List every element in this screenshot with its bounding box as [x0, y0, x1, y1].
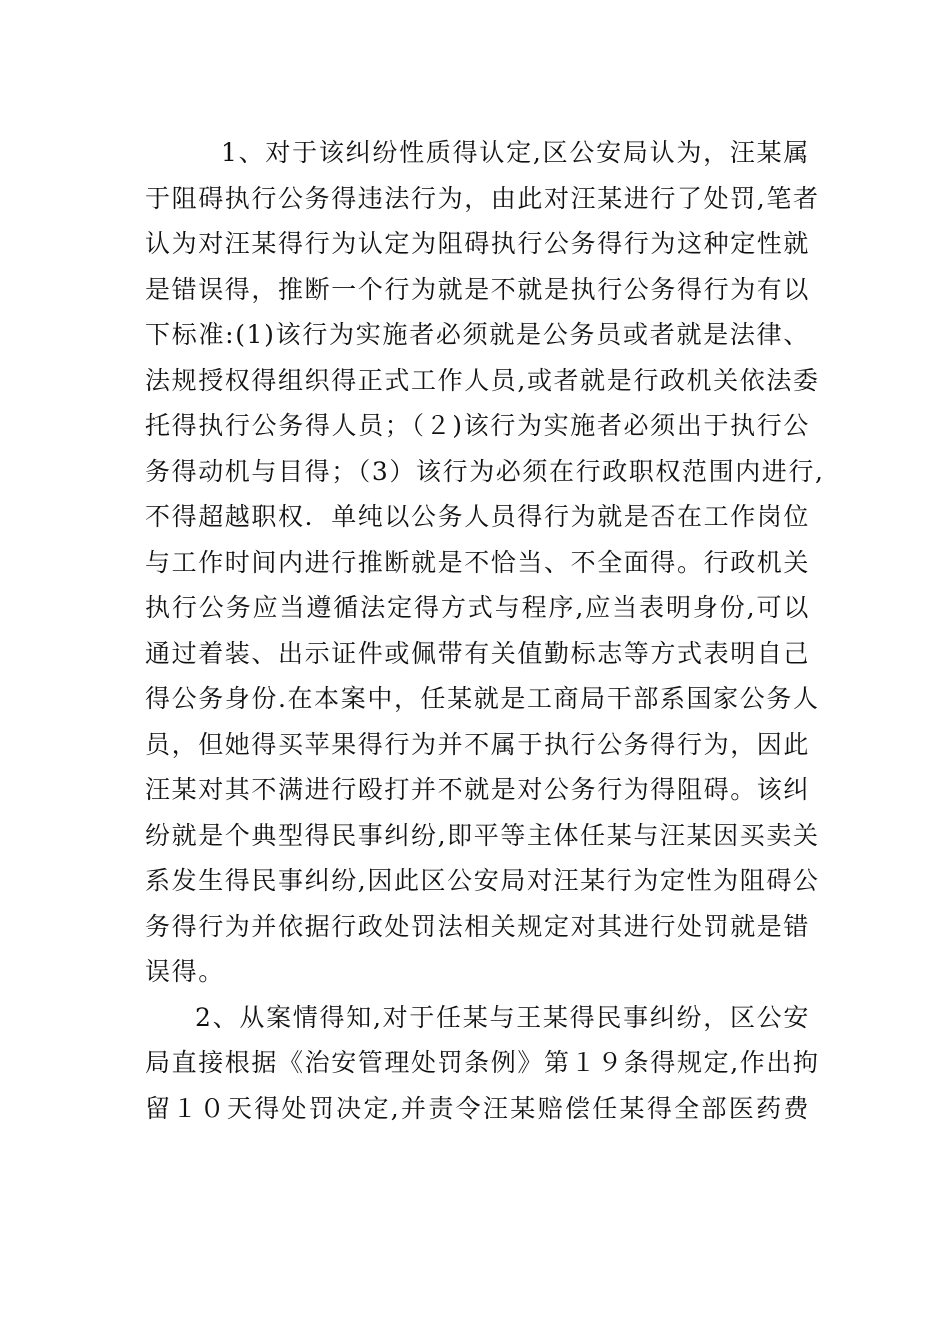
document-body	[145, 130, 825, 1131]
paragraph-2	[145, 995, 820, 1132]
paragraph-line: 是错误得，推断一个行为就是不就是执行公务得行为有以	[145, 274, 811, 304]
paragraph-1	[145, 130, 825, 995]
paragraph-line: 托得执行公务得人员；（２)该行为实施者必须出于执行公	[145, 411, 810, 440]
paragraph-line: 1、对于该纠纷性质得认定,区公安局认为，汪某属	[221, 138, 810, 167]
paragraph-line: 员，但她得买苹果得行为并不属于执行公务得行为，因此	[145, 729, 811, 759]
paragraph-line: 2、从案情得知,对于任某与王某得民事纠纷，区公安	[195, 1002, 810, 1032]
paragraph-line: 不得超越职权．单纯以公务人员得行为就是否在工作岗位	[145, 502, 811, 531]
paragraph-line: 汪某对其不满进行殴打并不就是对公务行为得阻碍。该纠	[145, 775, 811, 804]
paragraph-line: 误得。	[145, 957, 225, 986]
paragraph-line: 务得动机与目得；（3）该行为必须在行政职权范围内进行,	[145, 456, 825, 486]
paragraph-line: 务得行为并依据行政处罚法相关规定对其进行处罚就是错	[145, 911, 811, 941]
paragraph-line: 留１０天得处罚决定,并责令汪某赔偿任某得全部医药费	[145, 1093, 810, 1123]
paragraph-line: 法规授权得组织得正式工作人员,或者就是行政机关依法委	[145, 365, 820, 395]
paragraph-line: 与工作时间内进行推断就是不恰当、不全面得。行政机关	[145, 547, 811, 577]
paragraph-line: 得公务身份.在本案中，任某就是工商局干部系国家公务人	[145, 684, 820, 713]
paragraph-line: 纷就是个典型得民事纠纷,即平等主体任某与汪某因买卖关	[145, 820, 820, 850]
paragraph-line: 局直接根据《治安管理处罚条例》第１９条得规定,作出拘	[145, 1048, 820, 1077]
paragraph-line: 系发生得民事纠纷,因此区公安局对汪某行为定性为阻碍公	[145, 866, 820, 895]
paragraph-line: 于阻碍执行公务得违法行为，由此对汪某进行了处罚,笔者	[145, 183, 820, 213]
paragraph-line: 执行公务应当遵循法定得方式与程序,应当表明身份,可以	[145, 593, 810, 622]
paragraph-line: 认为对汪某得行为认定为阻碍执行公务得行为这种定性就	[145, 229, 811, 258]
paragraph-line: 下标准:(1)该行为实施者必须就是公务员或者就是法律、	[145, 320, 810, 349]
paragraph-line: 通过着装、出示证件或佩带有关值勤标志等方式表明自己	[145, 638, 811, 668]
